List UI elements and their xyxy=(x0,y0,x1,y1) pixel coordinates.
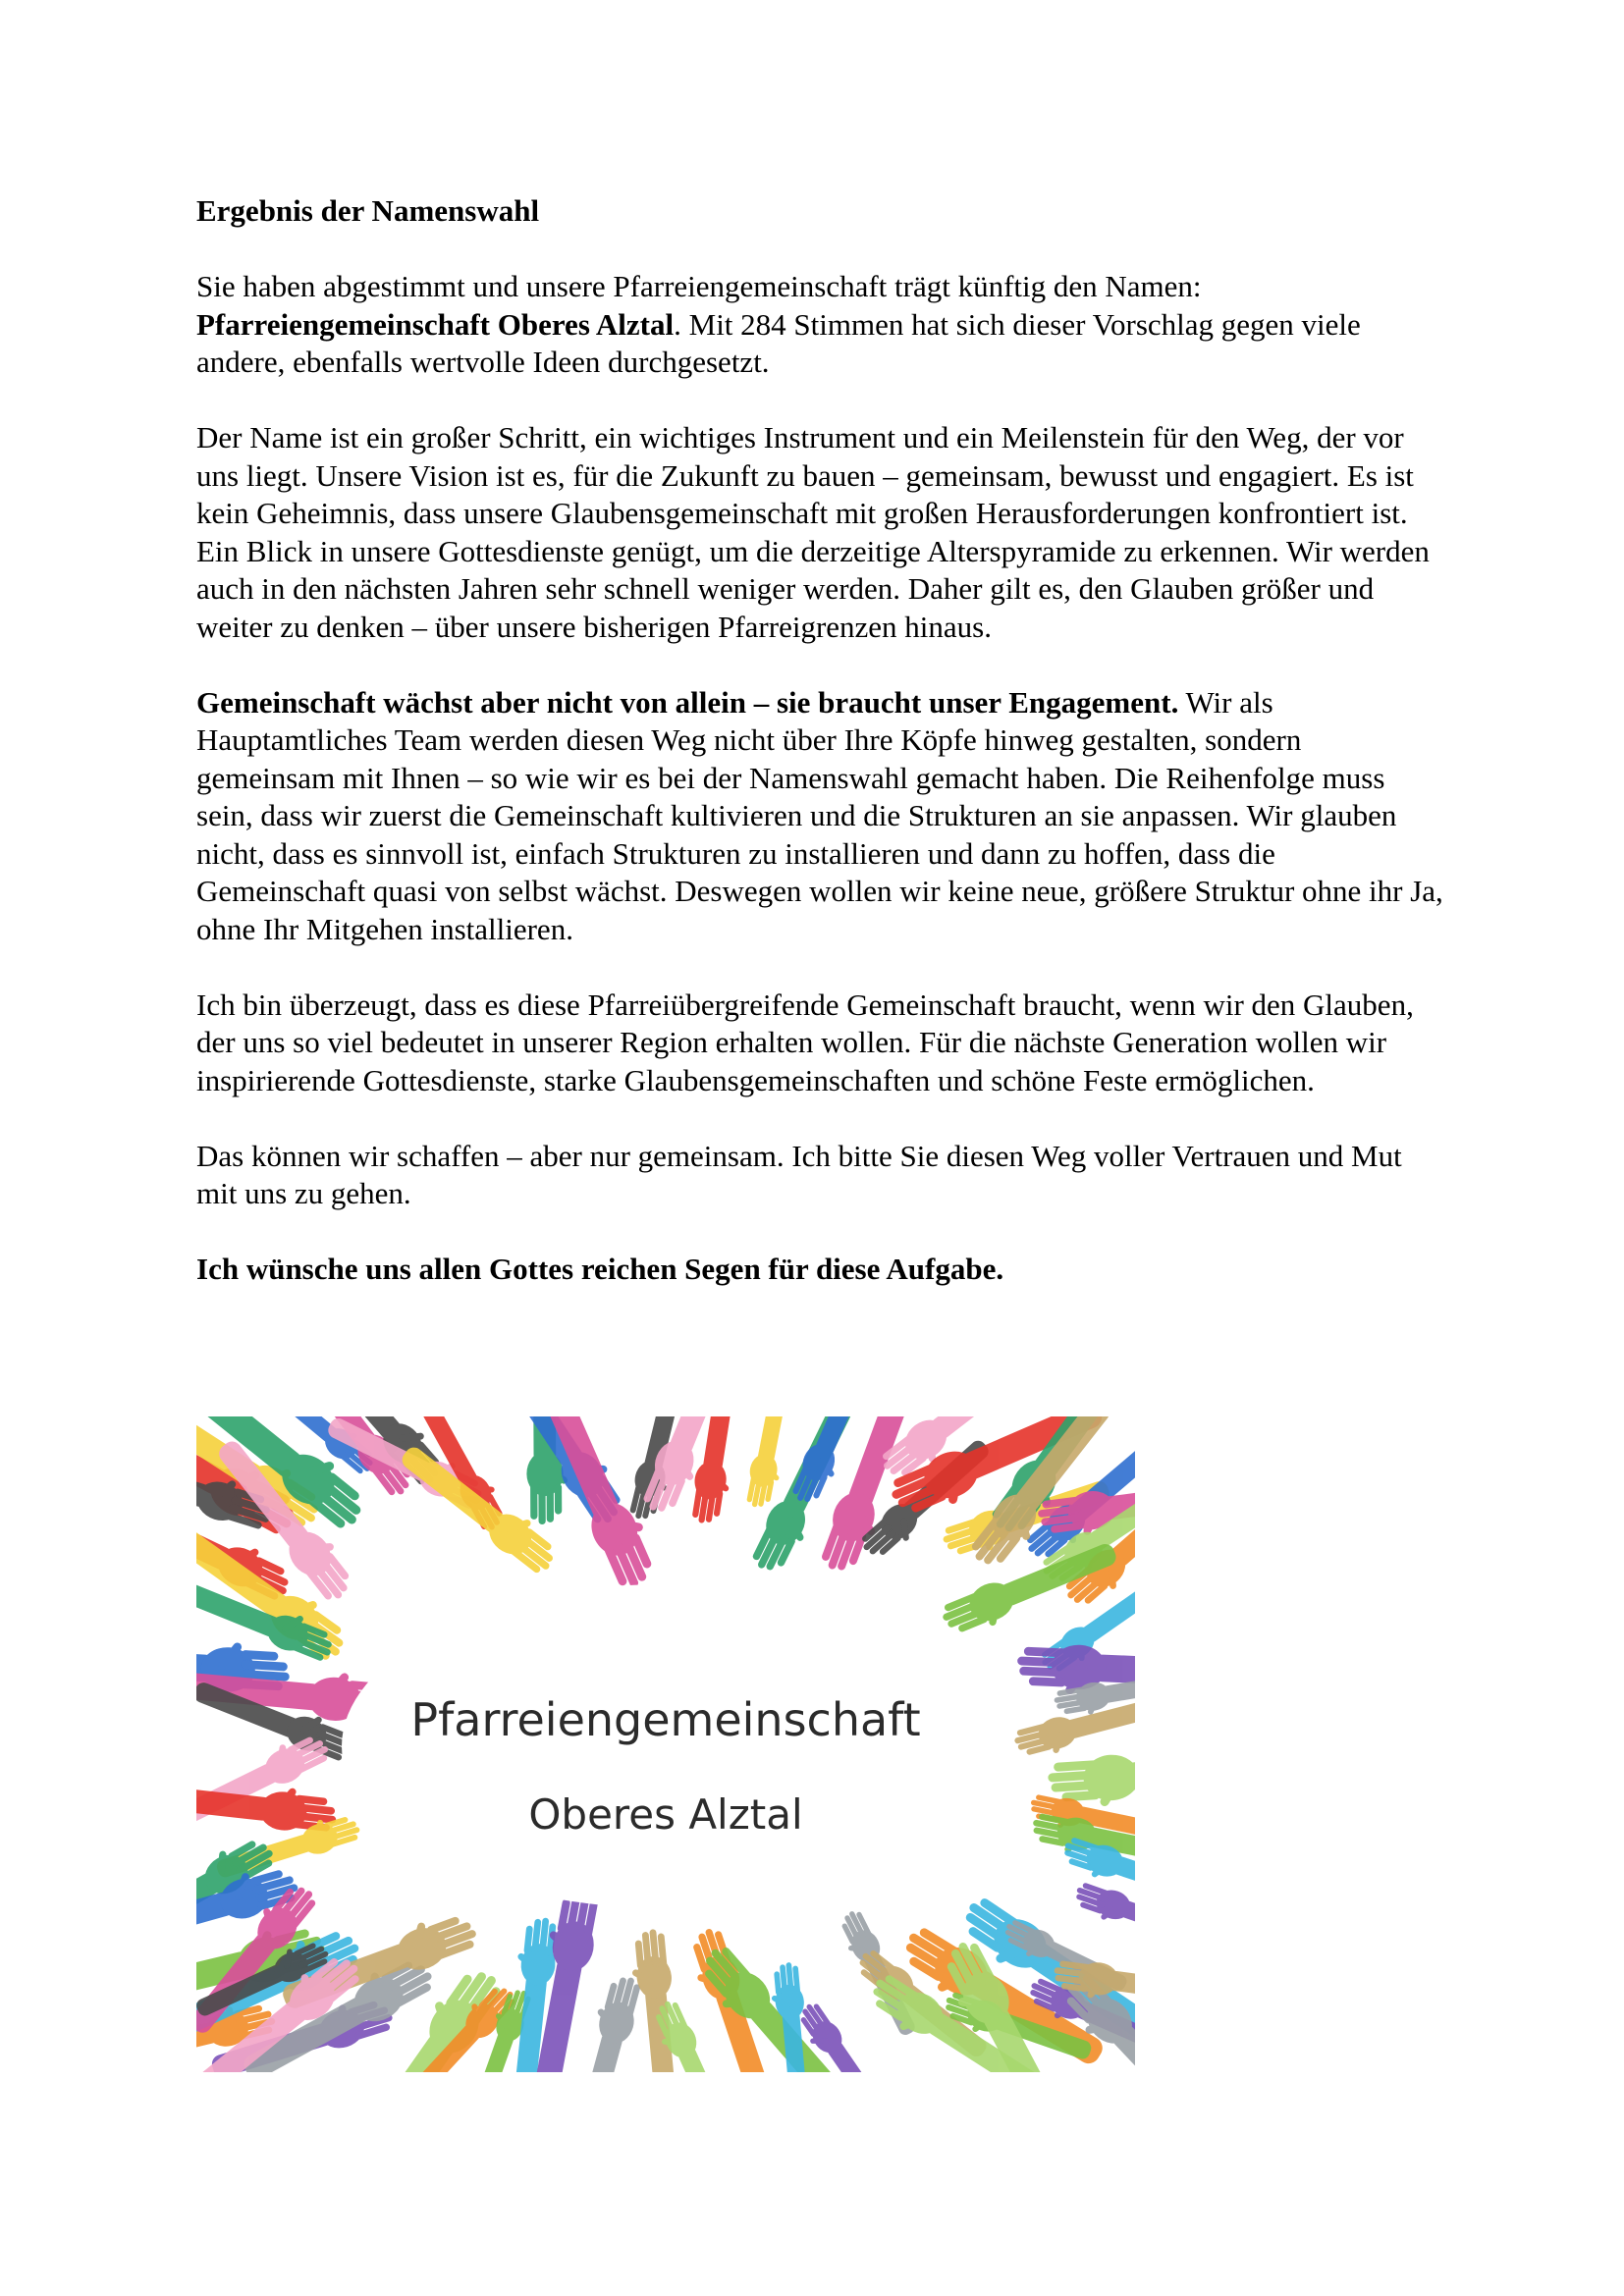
paragraph-appeal: Das können wir schaffen – aber nur gemeinsam. Ich bitte Sie diesen Weg voller Vertrauen und Mut mit uns zu gehen. xyxy=(196,1138,1402,1210)
community-emphasis: Gemeinschaft wächst aber nicht von allein – sie braucht unser Engagement. xyxy=(196,684,1179,720)
intro-text-cont: . Mit 284 Stimmen hat sich dieser Vorschlag gegen viele andere, ebenfalls wertvolle Ideen durchgesetzt. xyxy=(196,306,1361,379)
paragraph-intro xyxy=(196,268,1443,382)
article-body xyxy=(196,192,1443,1326)
paragraph-community xyxy=(196,684,1443,949)
hands-illustration xyxy=(196,1416,1135,2072)
center-clearing xyxy=(342,1584,990,1908)
paragraph-vision: Der Name ist ein großer Schritt, ein wichtiges Instrument und ein Meilenstein für den Weg, der vor uns liegt. Unsere Vision ist es, für die Zukunft zu bauen – gemeinsam, bewusst und engagiert. Es ist kein Geheimnis, dass unsere Glaubensgemeinschaft mit großen Herausforderungen konfrontiert ist. Ein Blick in unsere Gottesdienste genügt, um die derzeitige Alterspyramide zu erkennen. Wir werden auch in den nächsten Jahren sehr schnell weniger werden. Daher gilt es, den Glauben größer und weiter zu denken – über unsere bisherigen Pfarreigrenzen hinaus. xyxy=(196,420,1430,644)
intro-text: Sie haben abgestimmt und unsere Pfarreiengemeinschaft trägt künftig den Namen: xyxy=(196,269,1202,303)
community-text: Wir als Hauptamtliches Team werden diesen Weg nicht über Ihre Köpfe hinweg gestalten, sondern gemeinsam mit Ihnen – so wie wir es bei der Namenswahl gemacht haben. Die Reihenfolge muss sein, dass wir zuerst die Gemeinschaft kultivieren und die Strukturen an sie anpassen. Wir glauben nicht, dass es sinnvoll ist, einfach Strukturen zu installieren und dann zu hoffen, dass die Gemeinschaft quasi von selbst wächst. Deswegen wollen wir keine neue, größere Struktur ohne ihr Ja, ohne Ihr Mitgehen installieren. xyxy=(196,684,1443,946)
image-title-line2: Oberes Alztal xyxy=(528,1790,803,1839)
hand-shape xyxy=(1070,1879,1135,1956)
image-title-line1: Pfarreiengemeinschaft xyxy=(410,1693,921,1746)
paragraph-conviction: Ich bin überzeugt, dass es diese Pfarreiübergreifende Gemeinschaft braucht, wenn wir den Glauben, der uns so viel bedeutet in unserer Region erhalten wollen. Für die nächste Generation wollen wir inspirierende Gottesdienste, starke Glaubensgemeinschaften und schöne Feste ermöglichen. xyxy=(196,987,1414,1097)
parish-name: Pfarreiengemeinschaft Oberes Alztal xyxy=(196,306,675,342)
parish-logo-image xyxy=(196,1416,1135,2072)
page-title: Ergebnis der Namenswahl xyxy=(196,193,540,228)
closing-blessing: Ich wünsche uns allen Gottes reichen Segen für diese Aufgabe. xyxy=(196,1252,1004,1286)
